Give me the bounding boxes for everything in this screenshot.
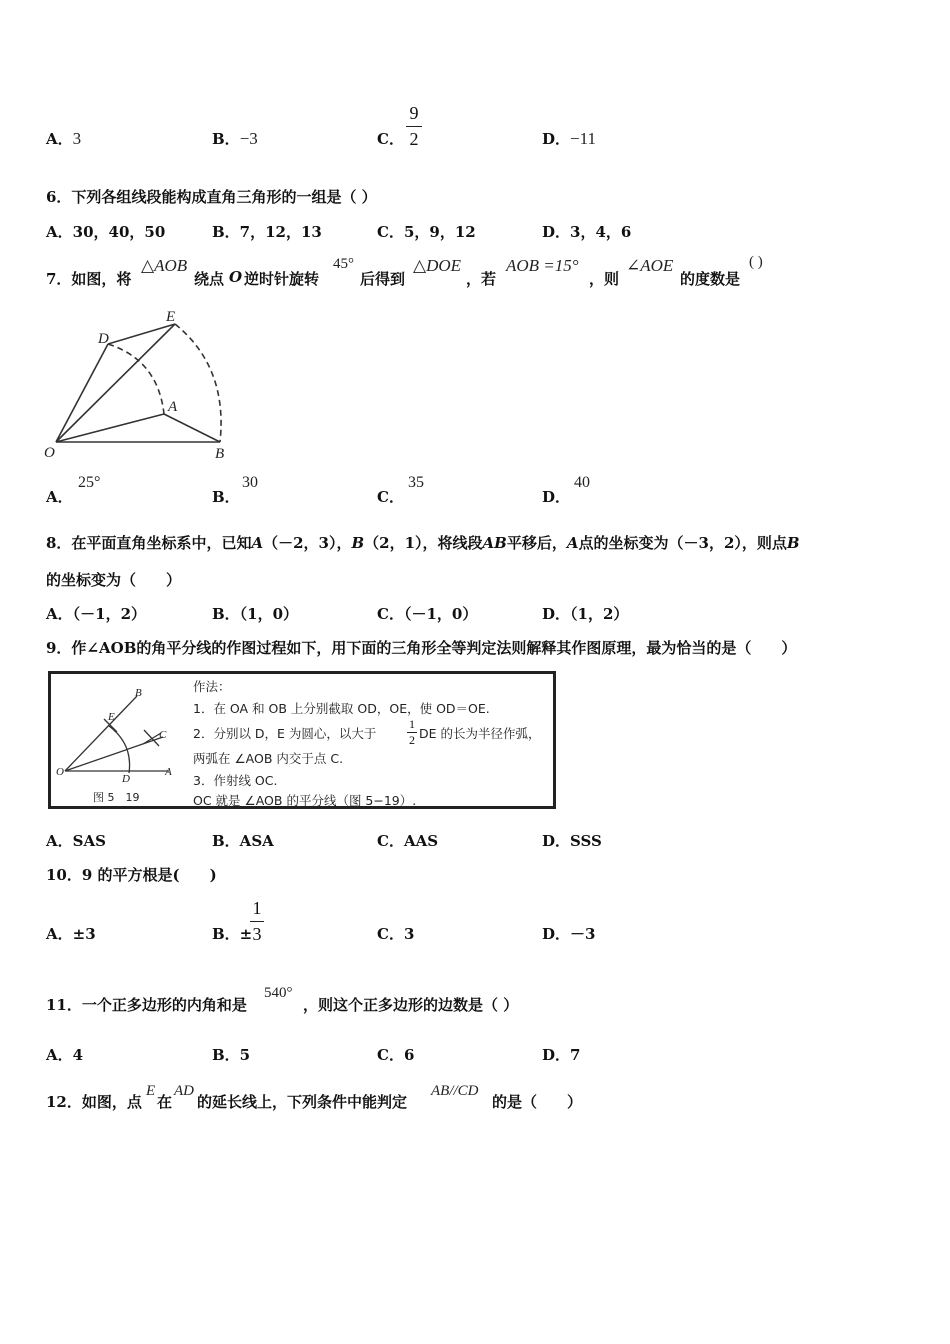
option-label: D． <box>542 130 571 148</box>
q12-stem-part1: 12．如图，点 <box>46 1093 142 1111</box>
q8-option-d: D．（1，2） <box>542 605 629 623</box>
option-label: B． <box>212 130 240 148</box>
q6-option-c: C．5，9，12 <box>377 223 476 241</box>
label-a: A <box>168 399 178 415</box>
q7-math-triangle-doe: △DOE <box>413 256 462 275</box>
figure-caption: 图 5 19 <box>93 791 140 804</box>
q8-stem-line1 <box>46 532 800 553</box>
q7-stem-part6: ，则 <box>589 270 620 288</box>
option-label: A． <box>46 130 73 148</box>
q7-option-b-value: 30 <box>242 474 258 491</box>
option-value: −3 <box>239 129 258 148</box>
fraction-numerator: 1 <box>252 898 262 918</box>
q11-math-540deg: 540° <box>264 985 293 1001</box>
q7-option-d-value: 40 <box>574 474 590 491</box>
q7-option-d-label: D． <box>542 488 571 506</box>
q8-option-a: A．（－1，2） <box>46 605 147 623</box>
q7-answer-paren: ( ) <box>749 254 763 270</box>
text: 点的坐标变为（－3，2），则点 <box>578 534 787 552</box>
option-value: 3 <box>72 129 82 148</box>
q9-option-b: B．ASA <box>212 832 274 850</box>
point-a: A <box>251 534 264 552</box>
q10-option-a: A．±3 <box>46 925 96 943</box>
q11-stem-part1: 11．一个正多边形的内角和是 <box>46 996 247 1014</box>
fraction-denominator: 2 <box>409 733 415 747</box>
q7-stem-part5: ，若 <box>466 270 497 288</box>
q7-math-triangle-aob: △AOB <box>141 256 188 275</box>
fraction-denominator: 3 <box>252 924 262 944</box>
ray-ob <box>65 696 137 771</box>
q7-math-45deg: 45° <box>333 256 354 272</box>
q7-option-a-label: A． <box>46 488 73 506</box>
point-a: A <box>566 534 579 552</box>
q5-option-b <box>212 128 258 149</box>
label-e: E <box>166 309 176 325</box>
arc-da <box>108 344 164 414</box>
point-b: B <box>786 534 800 552</box>
option-value: −11 <box>570 129 596 148</box>
construction-step-2b: DE 的长为半径作弧， <box>419 726 541 741</box>
construction-step-1: 1．在 OA 和 OB 上分别截取 OD，OE，使 OD＝OE. <box>193 701 490 716</box>
q6-option-b: B．7，12，13 <box>212 223 322 241</box>
q7-stem-part2: 绕点 <box>194 270 225 288</box>
q12-math-ab-parallel-cd: AB//CD <box>431 1083 479 1099</box>
segment-ab <box>164 414 220 442</box>
q7-point-o: O <box>229 268 243 286</box>
q6-option-a: A．30，40，50 <box>46 223 166 241</box>
q6-option-d: D．3，4，6 <box>542 223 632 241</box>
ray-oc <box>65 737 163 771</box>
label-d: D <box>122 773 130 785</box>
label-o: O <box>56 766 64 778</box>
q11-option-c: C．6 <box>377 1046 415 1064</box>
label-e: E <box>108 711 115 723</box>
segment-oa <box>56 414 164 442</box>
construction-fraction-half <box>407 717 417 748</box>
q12-math-point-e: E <box>146 1083 156 1099</box>
label-o: O <box>44 445 55 461</box>
q7-stem-part4: 后得到 <box>360 270 406 288</box>
segment-ab: AB <box>482 534 507 552</box>
q9-option-d: D．SSS <box>542 832 602 850</box>
q9-option-c: C．AAS <box>377 832 439 850</box>
arc-de <box>109 726 130 773</box>
label-b: B <box>215 446 225 462</box>
construction-title: 作法： <box>193 679 231 694</box>
q7-option-a-value: 25° <box>78 474 101 491</box>
q10-stem: 10．9 的平方根是( ) <box>46 866 217 884</box>
construction-step-4: OC 就是 ∠AOB 的平分线（图 5−19）. <box>193 793 417 808</box>
q5-option-a <box>46 128 81 149</box>
fraction-denominator: 2 <box>409 129 419 149</box>
q7-option-c-value: 35 <box>408 474 424 491</box>
q8-stem-line2: 的坐标变为（ ） <box>46 571 182 589</box>
q11-option-d: D．7 <box>542 1046 581 1064</box>
q11-stem-part2: ，则这个正多边形的边数是（ ） <box>303 996 519 1014</box>
label-b: B <box>135 687 142 699</box>
q12-stem-part4: 的是（ ） <box>492 1093 583 1111</box>
q5-option-d <box>542 128 596 149</box>
q7-math-angle-aoe: ∠AOE <box>626 256 674 275</box>
q12-math-ad: AD <box>174 1083 194 1099</box>
q7-rotation-figure <box>40 305 240 465</box>
fraction-numerator: 1 <box>409 717 415 731</box>
q12-stem-part2: 在 <box>157 1093 173 1111</box>
q9-construction-box <box>48 671 556 809</box>
q5-option-c-fraction <box>406 103 422 150</box>
construction-step-3: 3．作射线 OC. <box>193 773 278 788</box>
segment-od <box>56 344 108 442</box>
q10-option-d: D．－3 <box>542 925 596 943</box>
construction-step-2a: 2．分别以 D，E 为圆心，以大于 <box>193 726 377 741</box>
q7-option-c-label: C． <box>377 488 404 506</box>
label-a: A <box>165 766 172 778</box>
q5-option-c-label: C． <box>377 130 404 148</box>
arc-mark-c1 <box>144 730 159 746</box>
label-c: C <box>159 729 167 741</box>
q12-stem-part3: 的延长线上，下列条件中能判定 <box>197 1093 408 1111</box>
q8-option-c: C．（－1，0） <box>377 605 478 623</box>
fraction-numerator: 9 <box>409 103 419 123</box>
q9-stem: 9．作∠AOB的角平分线的作图过程如下，用下面的三角形全等判定法则解释其作图原理，最为恰当的是（ ） <box>46 639 797 657</box>
q9-bisector-figure <box>51 674 191 806</box>
q7-stem-part1: 7．如图，将 <box>46 270 132 288</box>
construction-step-2c: 两弧在 ∠AOB 内交于点 C. <box>193 751 344 766</box>
text: （－2，3）， <box>263 534 352 552</box>
label-d: D <box>98 331 109 347</box>
arc-eb <box>175 324 221 442</box>
q10-option-b-label: B．± <box>212 925 253 943</box>
q6-stem: 6．下列各组线段能构成直角三角形的一组是（ ） <box>46 188 377 206</box>
q11-option-b: B．5 <box>212 1046 251 1064</box>
q10-option-b-fraction <box>250 898 264 945</box>
text: 8．在平面直角坐标系中，已知 <box>46 534 252 552</box>
q7-math-aob-15: AOB =15° <box>506 256 579 275</box>
q7-option-b-label: B． <box>212 488 240 506</box>
q9-option-a: A．SAS <box>46 832 106 850</box>
text: 平移后， <box>506 534 567 552</box>
q7-stem-part3: 逆时针旋转 <box>244 270 320 288</box>
q10-option-c: C．3 <box>377 925 415 943</box>
text: （2，1），将线段 <box>364 534 483 552</box>
q11-option-a: A．4 <box>46 1046 84 1064</box>
q8-option-b: B．（1，0） <box>212 605 299 623</box>
point-b: B <box>351 534 365 552</box>
q7-stem-part7: 的度数是 <box>680 270 741 288</box>
